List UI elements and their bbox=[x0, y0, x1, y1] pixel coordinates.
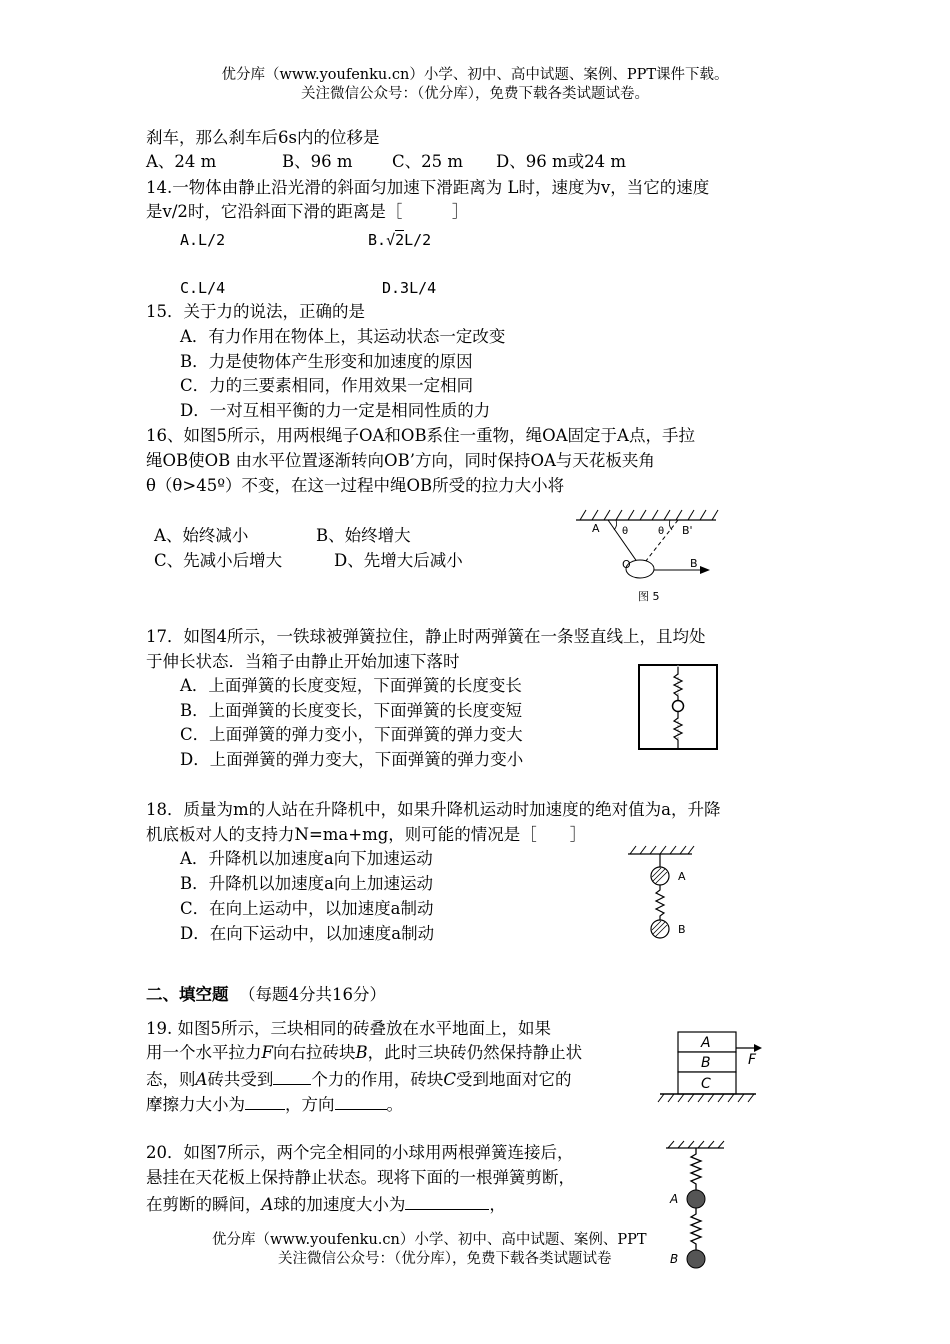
spring bbox=[656, 885, 664, 920]
q20-stem-line-2: 悬挂在天花板上保持静止状态。现将下面的一根弹簧剪断， bbox=[146, 1168, 575, 1187]
q19-italic-b: B bbox=[355, 1043, 368, 1062]
ball-a bbox=[687, 1190, 705, 1208]
q14-option-d: D.3L/4 bbox=[382, 279, 437, 297]
section-2-note: （每题4分共16分） bbox=[239, 985, 386, 1004]
q13-option-c: C、25 m bbox=[392, 152, 464, 171]
q19-text: 向右拉砖块 bbox=[272, 1043, 356, 1062]
q16-option-b: B、始终增大 bbox=[316, 526, 411, 545]
footer-line-1: 优分库（www.youfenku.cn）小学、初中、高中试题、案例、PPT bbox=[212, 1232, 647, 1248]
fig7-label-a: A bbox=[670, 1192, 679, 1206]
q16-option-a: A、始终减小 bbox=[154, 526, 249, 545]
q14-option-b bbox=[368, 228, 431, 252]
q19-blank-force-count[interactable] bbox=[273, 1066, 311, 1085]
q19-stem-line-4 bbox=[146, 1091, 403, 1117]
q15-stem: 15．关于力的说法，正确的是 bbox=[146, 302, 365, 321]
q18-option-b: B．升降机以加速度a向上加速运动 bbox=[180, 874, 433, 893]
fig7-label-b: B bbox=[670, 1252, 679, 1266]
q19-stem-line-2 bbox=[146, 1041, 582, 1065]
q14-option-b-radicand: 2 bbox=[395, 231, 405, 249]
q15-option-a: A．有力作用在物体上，其运动状态一定改变 bbox=[180, 327, 506, 346]
q16-stem-line-1: 16、如图5所示，用两根绳子OA和OB系住一重物，绳OA固定于A点，手拉 bbox=[146, 426, 695, 445]
q20-italic-a: A bbox=[261, 1195, 274, 1214]
q19-italic-f: F bbox=[261, 1043, 273, 1062]
sqrt-symbol: √ bbox=[386, 231, 396, 249]
q18-option-a: A．升降机以加速度a向下加速运动 bbox=[180, 849, 433, 868]
ceiling-hatch bbox=[630, 846, 694, 854]
q15-option-d: D．一对互相平衡的力一定是相同性质的力 bbox=[180, 401, 491, 420]
ground-hatch bbox=[658, 1094, 754, 1102]
q18-stem-line-2: 机底板对人的支持力N=ma+mg，则可能的情况是［ ］ bbox=[146, 825, 587, 844]
fig5-label-a: A bbox=[592, 522, 600, 535]
q17-option-d: D．上面弹簧的弹力变大，下面弹簧的弹力变小 bbox=[180, 750, 524, 769]
q15-option-b: B．力是使物体产生形变和加速度的原因 bbox=[180, 352, 473, 371]
q20-stem-line-1: 20．如图7所示，两个完全相同的小球用两根弹簧连接后， bbox=[146, 1143, 574, 1162]
brick-label-a: A bbox=[701, 1035, 711, 1051]
q19-text: 个力的作用，砖块 bbox=[311, 1070, 444, 1089]
footer-line-2: 关注微信公众号：（优分库），免费下载各类试题试卷 bbox=[278, 1251, 612, 1267]
q20-text: 在剪断的瞬间， bbox=[146, 1195, 262, 1214]
q13-option-d: D、96 m或24 m bbox=[496, 152, 627, 171]
q19-text: 用一个水平拉力 bbox=[146, 1043, 262, 1062]
q18-option-d: D．在向下运动中，以加速度a制动 bbox=[180, 924, 435, 943]
q17-option-a: A．上面弹簧的长度变短，下面弹簧的长度变长 bbox=[180, 676, 522, 695]
q13-option-b: B、96 m bbox=[282, 152, 353, 171]
q19-stem-line-1: 19. 如图5所示，三块相同的砖叠放在水平地面上，如果 bbox=[146, 1019, 551, 1038]
q19-italic-a: A bbox=[195, 1070, 208, 1089]
fig5-label-b-prime: B' bbox=[682, 524, 693, 537]
q17-stem-line-1: 17．如图4所示，一铁球被弹簧拉住，静止时两弹簧在一条竖直线上，且均处 bbox=[146, 627, 706, 646]
q19-blank-direction[interactable] bbox=[335, 1091, 387, 1110]
q17-option-c: C．上面弹簧的弹力变小，下面弹簧的弹力变大 bbox=[180, 725, 523, 744]
q13-option-a: A、24 m bbox=[146, 152, 217, 171]
arrow-b bbox=[700, 566, 710, 574]
q14-option-a: A.L/2 bbox=[180, 231, 226, 249]
q19-text: 态，则 bbox=[146, 1070, 196, 1089]
q17-option-b: B．上面弹簧的长度变长，下面弹簧的长度变短 bbox=[180, 701, 523, 720]
header-line-1: 优分库（www.youfenku.cn）小学、初中、高中试题、案例、PPT课件下载。 bbox=[221, 67, 729, 83]
q20-text: ， bbox=[489, 1195, 506, 1214]
q19-stem-line-3 bbox=[146, 1066, 572, 1092]
brick-label-b: B bbox=[701, 1055, 711, 1071]
q20-stem-line-3 bbox=[146, 1191, 506, 1217]
ball-a bbox=[651, 867, 669, 885]
q16-stem-line-2: 绳OB使OB 由水平位置逐渐转向OB’方向，同时保持OA与天花板夹角 bbox=[146, 451, 655, 470]
q19-text: 砖共受到 bbox=[207, 1070, 274, 1089]
figure-4-box-springs bbox=[636, 662, 720, 752]
figure-5-rope-diagram bbox=[570, 506, 730, 606]
fig-q18-label-b: B bbox=[678, 923, 686, 936]
ceiling-hatch bbox=[668, 1141, 724, 1148]
figure-hanging-balls-q18 bbox=[622, 842, 702, 946]
fig5-caption: 图 5 bbox=[638, 590, 660, 603]
q14-stem-line-2: 是v/2时，它沿斜面下滑的距离是［ ］ bbox=[146, 202, 469, 221]
q19-blank-friction-size[interactable] bbox=[245, 1091, 285, 1110]
ceiling-hatch bbox=[580, 510, 718, 520]
fig5-label-b: B bbox=[690, 557, 698, 570]
q14-option-c: C.L/4 bbox=[180, 279, 226, 297]
q18-stem-line-1: 18．质量为m的人站在升降机中，如果升降机运动时加速度的绝对值为a，升降 bbox=[146, 800, 721, 819]
ball-b bbox=[651, 920, 669, 938]
q16-option-d: D、先增大后减小 bbox=[334, 551, 463, 570]
q14-option-b-prefix: B. bbox=[368, 231, 387, 249]
q17-stem-line-2: 于伸长状态．当箱子由静止开始加速下落时 bbox=[146, 652, 460, 671]
section-2-heading bbox=[146, 983, 386, 1007]
q20-blank-acceleration[interactable] bbox=[405, 1191, 489, 1210]
q19-text: 。 bbox=[386, 1095, 403, 1114]
force-arrow-head bbox=[754, 1044, 762, 1052]
q19-text: ，此时三块砖仍然保持静止状 bbox=[367, 1043, 583, 1062]
iron-ball bbox=[673, 701, 684, 712]
header-line-2: 关注微信公众号：（优分库），免费下载各类试题试卷。 bbox=[301, 86, 649, 102]
section-2-title: 二、填空题 bbox=[146, 985, 229, 1004]
force-label-f: F bbox=[748, 1052, 757, 1068]
q19-italic-c: C bbox=[443, 1070, 457, 1089]
fig5-label-o: O bbox=[622, 558, 631, 571]
fig-q18-label-a: A bbox=[678, 870, 686, 883]
q14-stem-line-1: 14.一物体由静止沿光滑的斜面匀加速下滑距离为 L时，速度为v，当它的速度 bbox=[146, 178, 710, 197]
q19-text: 摩擦力大小为 bbox=[146, 1095, 245, 1114]
upper-spring bbox=[691, 1148, 701, 1190]
q19-text: ，方向 bbox=[285, 1095, 335, 1114]
fig5-label-theta-1: θ bbox=[622, 526, 629, 537]
q20-text: 球的加速度大小为 bbox=[273, 1195, 406, 1214]
figure-stacked-bricks bbox=[656, 1026, 766, 1106]
fig5-label-theta-2: θ bbox=[658, 526, 665, 537]
q19-text: 受到地面对它的 bbox=[456, 1070, 572, 1089]
brick-label-c: C bbox=[701, 1076, 711, 1092]
q14-option-b-suffix: L/2 bbox=[404, 231, 432, 249]
q13-continuation: 刹车，那么刹车后6s内的位移是 bbox=[146, 128, 380, 147]
q18-option-c: C．在向上运动中，以加速度a制动 bbox=[180, 899, 434, 918]
q15-option-c: C．力的三要素相同，作用效果一定相同 bbox=[180, 376, 474, 395]
q16-stem-line-3: θ（θ>45º）不变，在这一过程中绳OB所受的拉力大小将 bbox=[146, 476, 565, 495]
q16-option-c: C、先减小后增大 bbox=[154, 551, 283, 570]
